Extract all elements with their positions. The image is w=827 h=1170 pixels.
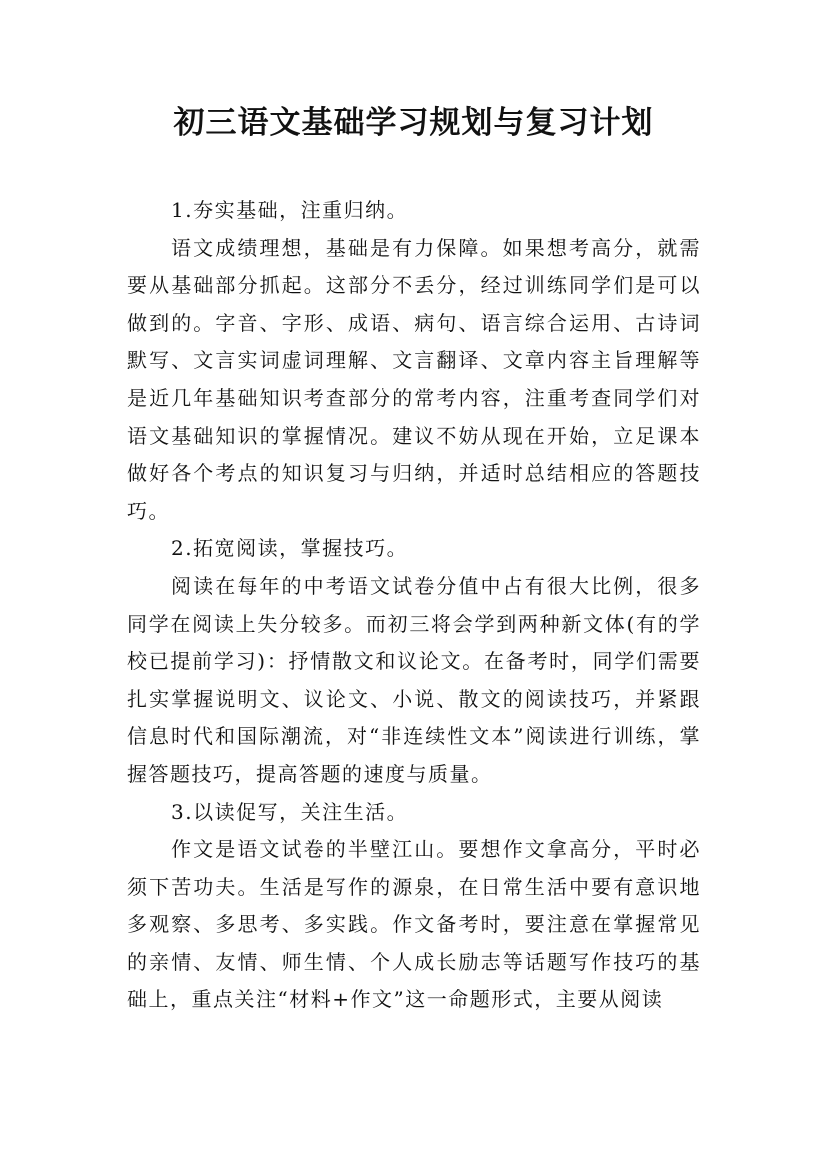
document-body xyxy=(127,192,701,1019)
section-heading-1: 1.夯实基础，注重归纳。 xyxy=(171,198,409,222)
paragraph-2: 阅读在每年的中考语文试卷分值中占有很大比例，很多同学在阅读上失分较多。而初三将会学到两种新文体(有的学校已提前学习)：抒情散文和议论文。在备考时，同学们需要扎实掌握说明文、议论文、小说、散文的阅读技巧，并紧跟信息时代和国际潮流，对“非连续性文本”阅读进行训练，掌握答题技巧，提高答题的速度与质量。 xyxy=(127,573,701,786)
paragraph-3: 作文是语文试卷的半壁江山。要想作文拿高分，平时必须下苦功夫。生活是写作的源泉，在日常生活中要有意识地多观察、多思考、多实践。作文备考时，要注意在掌握常见的亲情、友情、师生情、个人成长励志等话题写作技巧的基础上，重点关注“材料+作文”这一命题形式，主要从阅读 xyxy=(127,837,701,1012)
paragraph-1: 语文成绩理想，基础是有力保障。如果想考高分，就需要从基础部分抓起。这部分不丢分，经过训练同学们是可以做到的。字音、字形、成语、病句、语言综合运用、古诗词默写、文言实词虚词理解、文言翻译、文章内容主旨理解等是近几年基础知识考查部分的常考内容，注重考查同学们对语文基础知识的掌握情况。建议不妨从现在开始，立足课本做好各个考点的知识复习与归纳，并适时总结相应的答题技巧。 xyxy=(127,235,701,523)
section-heading-2: 2.拓宽阅读，掌握技巧。 xyxy=(171,536,409,561)
document-title: 初三语文基础学习规划与复习计划 xyxy=(173,105,654,141)
section-heading-3: 3.以读促写，关注生活。 xyxy=(171,799,409,824)
